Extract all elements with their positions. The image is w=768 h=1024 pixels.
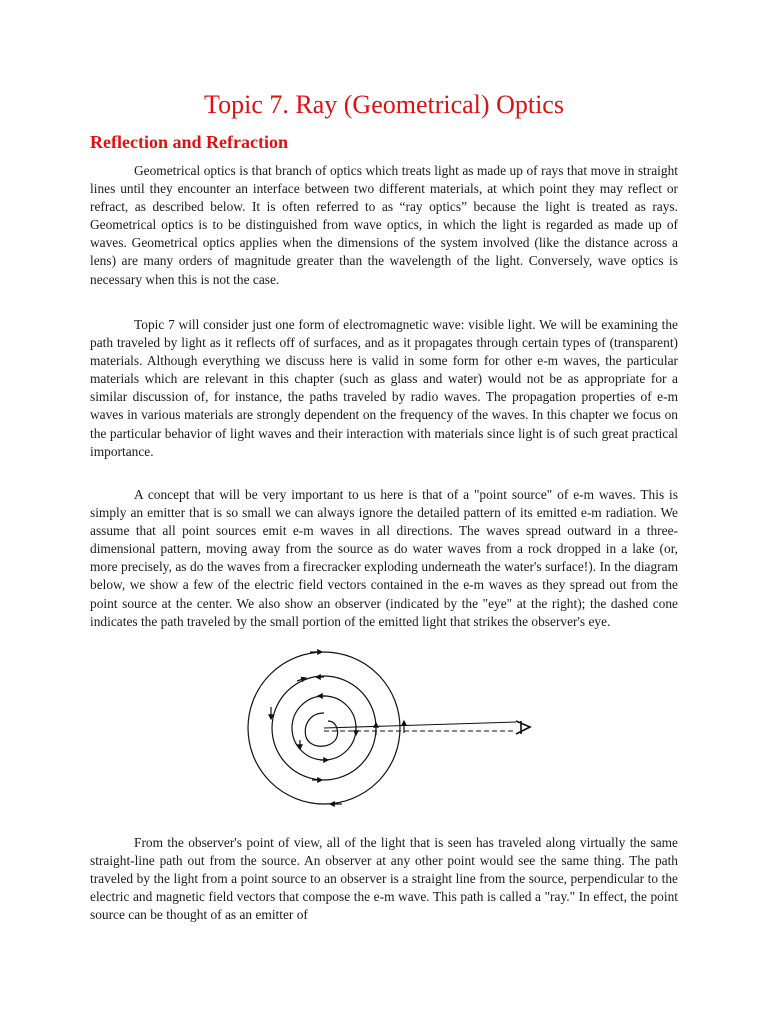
section-heading: Reflection and Refraction [90,132,288,152]
ray-cone-upper-line [324,722,516,728]
source-spiral-icon [305,713,337,746]
eye-icon [516,721,530,734]
paragraph-2: Topic 7 will consider just one form of electromagnetic wave: visible light. We will be examining the path traveled by light as it reflects off of surfaces, and as it propagates through certain types of (transparent) materials. Although everything we discuss here is valid in some form for other e-m waves, the particular materials which are relevant in this chapter (such as glass and water) would not be as appropriate for a similar discussion of, for instance, the paths traveled by radio waves. The propagation properties of e-m waves in various materials are strongly dependent on the frequency of the waves. In this chapter we focus on the particular behavior of light waves and their interaction with materials since light is of such great practical importance. [90,317,678,459]
paragraph-1: Geometrical optics is that branch of optics which treats light as made up of rays that move in straight lines until they encounter an interface between two different materials, at which point they may reflect or refract, as described below. It is often referred to as “ray optics” because the light is treated as rays. Geometrical optics is to be distinguished from wave optics, in which the light is regarded as made up of waves. Geometrical optics applies when the dimensions of the system involved (like the distance across a lens) are many orders of magnitude greater than the wavelength of the light. Conversely, wave optics is necessary when this is not the case. [90,163,678,287]
paragraph-3: A concept that will be very important to us here is that of a "point source" of e-m waves. This is simply an emitter that is so small we can always ignore the detailed pattern of its emitted e-m radiation. We assume that all point sources emit e-m waves in all directions. The waves spread outward in a three-dimensional pattern, moving away from the source as do water waves from a rock dropped in a lake (or, more precisely, as do the waves from a firecracker exploding underneath the water's surface!). In the diagram below, we show a few of the electric field vectors contained in the e-m waves as they spread out from the point source at the center. We also show an observer (indicated by the "eye" at the right); the dashed cone indicates the path traveled by the small portion of the emitted light that strikes the observer's eye. [90,487,678,629]
paragraph-4: From the observer's point of view, all of the light that is seen has traveled along virtually the same straight-line path out from the source. An observer at any other point would see the same thing. The path traveled by the light from a point source to an observer is a straight line from the source, perpendicular to the electric and magnetic field vectors that compose the e-m wave. This path is called a "ray." In effect, the point source can be thought of as an emitter of [90,835,678,923]
point-source-diagram [240,645,540,825]
ray-cone [324,722,516,731]
page-title: Topic 7. Ray (Geometrical) Optics [204,90,564,119]
